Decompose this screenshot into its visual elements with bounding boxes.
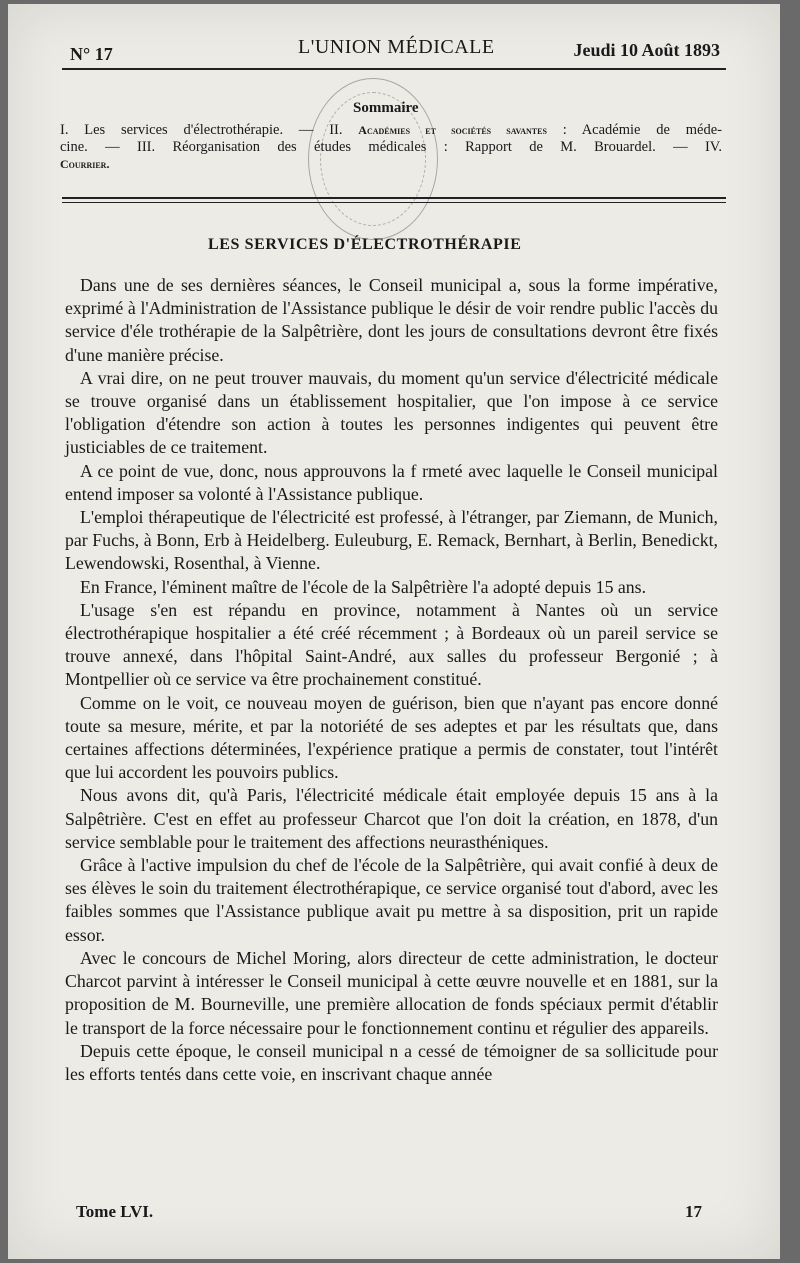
- paragraph: Avec le concours de Michel Moring, alors directeur de cette administration, le docteur Charcot parvint à intéresser le Conseil municipal à cette œuvre nouvelle et en 1881, sur la proposition de M. Bourneville, une première allocation de fonds spéciaux permit d'établir le transport de la force nécessaire pour le fonctionnement continu et régulier des appareils.: [65, 947, 718, 1038]
- journal-page: [8, 4, 780, 1259]
- issue-date: Jeudi 10 Août 1893: [573, 40, 720, 60]
- page-footer: [76, 1202, 702, 1224]
- issue-number: N° 17: [70, 44, 113, 64]
- summary-line-3: Courrier.: [60, 157, 110, 171]
- summary-line-2: cine. — III. Réorganisation des études médicales : Rapport de M. Brouardel. — IV.: [60, 139, 722, 155]
- article-body: [65, 274, 718, 1086]
- paragraph: Nous avons dit, qu'à Paris, l'électricité médicale était employée depuis 15 ans à la Salpêtrière. C'est en effet au professeur Charcot que l'on doit la création, en 1878, d'un service semblable pour le traitement des affections neurasthéniques.: [65, 785, 718, 852]
- summary-rule-top: [62, 197, 726, 199]
- page-number: 17: [685, 1202, 702, 1221]
- paragraph: Grâce à l'active impulsion du chef de l'école de la Salpêtrière, qui avait confié à deux de ses élèves le soin du traitement électrothérapique, ce service organisé tout d'abord, avec les faibles sommes que l'Assistance publique avait pu mettre à sa disposition, prit un rapide essor.: [65, 855, 718, 945]
- paragraph: En France, l'éminent maître de l'école de la Salpêtrière l'a adopté depuis 15 ans.: [80, 576, 647, 597]
- running-header: [70, 34, 720, 64]
- summary-rule-bottom: [62, 202, 726, 203]
- paragraph: Depuis cette époque, le conseil municipal n a cessé de témoigner de sa sollicitude pour les efforts tentés dans cette voie, en inscrivant chaque année: [65, 1040, 718, 1084]
- summary-line-1: I. Les services d'électrothérapie. — II. Académies et sociétés savantes : Académie de méde-: [60, 122, 722, 138]
- table-of-contents: [60, 122, 722, 173]
- article-title: LES SERVICES D'ÉLECTROTHÉRAPIE: [208, 236, 522, 253]
- paragraph: A ce point de vue, donc, nous approuvons la f rmeté avec laquelle le Conseil municipal entend imposer sa volonté à l'Assistance publique.: [65, 460, 718, 504]
- summary-title: Sommaire: [353, 100, 419, 116]
- journal-title: L'UNION MÉDICALE: [298, 36, 495, 58]
- paragraph: Comme on le voit, ce nouveau moyen de guérison, bien que n'ayant pas encore donné toute sa mesure, mérite, et par la notoriété de ses adeptes et par les résultats que, dans certaines affections déterminées, l'expérience pratique a permis de constater, tout l'intérêt que lui accordent les pouvoirs publics.: [65, 692, 718, 783]
- paragraph: L'usage s'en est répandu en province, notamment à Nantes où un service électrothérapique hospitalier a été créé récemment ; à Bordeaux où un pareil service se trouve annexé, dans l'hôpital Saint-André, aux salles du professeur Bergonié ; à Montpellier où ce service va être prochainement constitué.: [65, 599, 718, 690]
- paragraph: A vrai dire, on ne peut trouver mauvais, du moment qu'un service d'électricité médicale se trouve organisé dans un établissement hospitalier, que l'on impose à ce service l'obligation d'étendre son action à toutes les personnes indigentes qui peuvent être justiciables de ce traitement.: [65, 367, 718, 458]
- header-rule: [62, 68, 726, 70]
- paragraph: Dans une de ses dernières séances, le Conseil municipal a, sous la forme impérative, exprimé à l'Administration de l'Assistance publique le désir de voir rendre public l'accès du service d'éle trothérapie de la Salpêtrière, dont les jours de consultations devront être fixés d'une manière précise.: [65, 275, 718, 365]
- paragraph: L'emploi thérapeutique de l'électricité est professé, à l'étranger, par Ziemann, de Munich, par Fuchs, à Bonn, Erb à Heidelberg. Euleuburg, E. Remack, Bernhart, à Berlin, Benedickt, Lewendowski, Rosenthal, à Vienne.: [65, 507, 718, 574]
- tome-label: Tome LVI.: [76, 1202, 154, 1221]
